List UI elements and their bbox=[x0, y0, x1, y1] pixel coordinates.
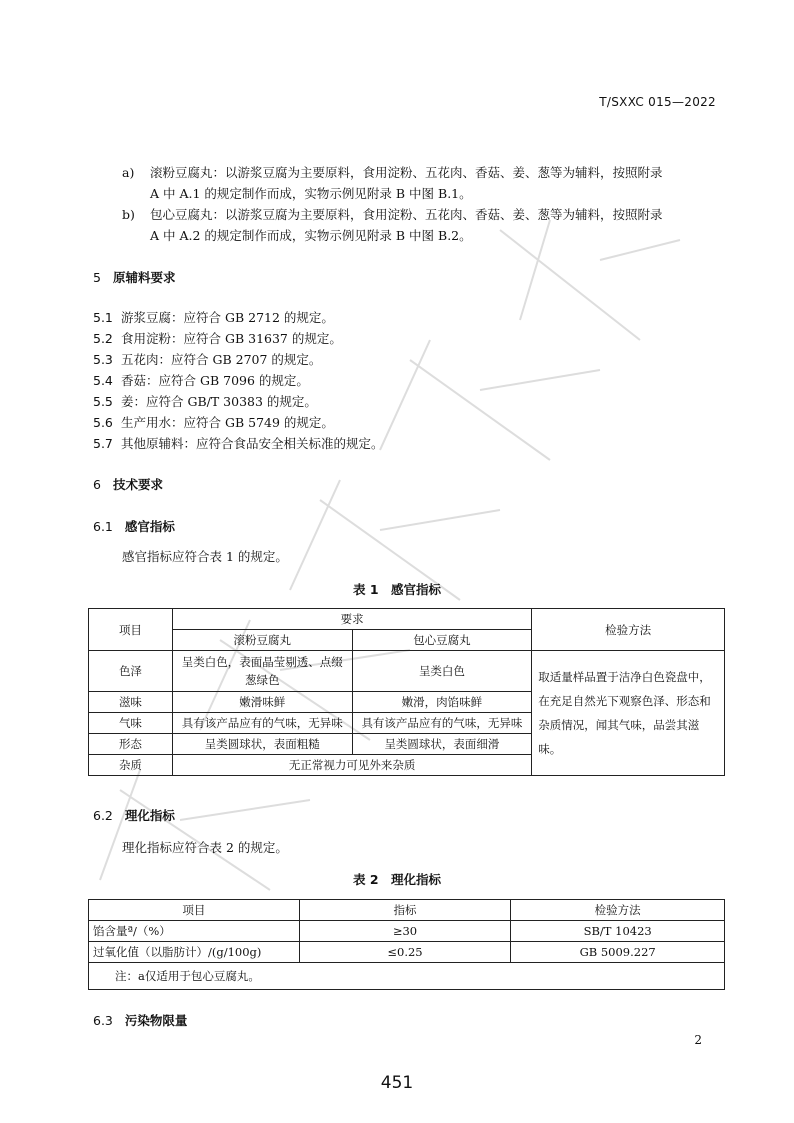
list-marker: a) bbox=[122, 165, 135, 180]
section-heading bbox=[93, 268, 175, 286]
section-title: 污染物限量 bbox=[124, 1013, 188, 1028]
requirement-text: 生产用水：应符合 GB 5749 的规定。 bbox=[121, 415, 334, 430]
requirement-number: 5.6 bbox=[93, 415, 113, 430]
table-cell: 具有该产品应有的气味，无异味 bbox=[352, 713, 532, 734]
page-number: 2 bbox=[694, 1033, 702, 1047]
table-cell: 无正常视力可见外来杂质 bbox=[172, 755, 531, 776]
table-caption: 表 2 理化指标 bbox=[352, 872, 442, 887]
table-header: 包心豆腐丸 bbox=[352, 630, 532, 651]
requirement-item bbox=[93, 412, 334, 433]
physicochemical-table bbox=[88, 899, 725, 990]
requirement-text: 食用淀粉：应符合 GB 31637 的规定。 bbox=[121, 331, 342, 346]
table-cell: ≥30 bbox=[299, 921, 511, 942]
standard-number: T/SXXC 015—2022 bbox=[599, 95, 716, 109]
table-cell: GB 5009.227 bbox=[511, 942, 725, 963]
requirement-number: 5.2 bbox=[93, 331, 113, 346]
requirement-text: 姜：应符合 GB/T 30383 的规定。 bbox=[121, 394, 317, 409]
table-cell: 馅含量ª/（%） bbox=[89, 921, 300, 942]
requirement-number: 5.7 bbox=[93, 436, 113, 451]
requirement-number: 5.1 bbox=[93, 310, 113, 325]
list-text-line: A 中 A.2 的规定制作而成，实物示例见附录 B 中图 B.2。 bbox=[150, 228, 472, 243]
table-caption: 表 1 感官指标 bbox=[352, 582, 442, 597]
requirement-item bbox=[93, 349, 321, 370]
requirement-text: 香菇：应符合 GB 7096 的规定。 bbox=[121, 373, 309, 388]
list-text-line: 包心豆腐丸：以游浆豆腐为主要原料，食用淀粉、五花肉、香菇、姜、葱等为辅料，按照附录 bbox=[150, 207, 663, 222]
list-text-line: A 中 A.1 的规定制作而成，实物示例见附录 B 中图 B.1。 bbox=[150, 186, 472, 201]
table-header: 项目 bbox=[89, 900, 300, 921]
table-cell: 呈类圆球状，表面细滑 bbox=[352, 734, 532, 755]
table-row bbox=[89, 921, 725, 942]
table-header: 滚粉豆腐丸 bbox=[172, 630, 352, 651]
section-title: 理化指标 bbox=[124, 808, 175, 823]
paragraph: 感官指标应符合表 1 的规定。 bbox=[122, 549, 288, 564]
list-marker: b) bbox=[122, 207, 135, 222]
section-number: 5 bbox=[93, 270, 101, 285]
requirement-item bbox=[93, 370, 309, 391]
table-row bbox=[89, 651, 725, 692]
table-cell: 具有该产品应有的气味，无异味 bbox=[172, 713, 352, 734]
table-cell: 呈类白色，表面晶莹剔透、点缀葱绿色 bbox=[172, 651, 352, 692]
requirement-text: 五花肉：应符合 GB 2707 的规定。 bbox=[121, 352, 322, 367]
section-title: 技术要求 bbox=[112, 477, 163, 492]
requirement-number: 5.3 bbox=[93, 352, 113, 367]
table-row bbox=[89, 963, 725, 990]
table-header: 检验方法 bbox=[532, 609, 725, 651]
table-row bbox=[89, 942, 725, 963]
table-cell: 呈类圆球状，表面粗糙 bbox=[172, 734, 352, 755]
table-header: 指标 bbox=[299, 900, 511, 921]
requirement-item bbox=[93, 328, 342, 349]
section-number: 6.1 bbox=[93, 519, 113, 534]
subsection-heading bbox=[93, 1011, 187, 1029]
section-heading bbox=[93, 475, 163, 493]
table-cell: 过氧化值（以脂肪计）/(g/100g) bbox=[89, 942, 300, 963]
section-title: 感官指标 bbox=[124, 519, 175, 534]
method-cell: 取适量样品置于洁净白色瓷盘中，在充足自然光下观察色泽、形态和杂质情况，闻其气味，品尝其滋味。 bbox=[532, 651, 725, 776]
requirement-item bbox=[93, 391, 317, 412]
section-number: 6.2 bbox=[93, 808, 113, 823]
table-cell: ≤0.25 bbox=[299, 942, 511, 963]
table-header: 检验方法 bbox=[511, 900, 725, 921]
section-title: 原辅料要求 bbox=[112, 270, 176, 285]
table-cell: SB/T 10423 bbox=[511, 921, 725, 942]
table-cell: 呈类白色 bbox=[352, 651, 532, 692]
table-cell: 嫩滑味鲜 bbox=[172, 692, 352, 713]
subsection-heading bbox=[93, 806, 175, 824]
subsection-heading bbox=[93, 517, 175, 535]
list-item bbox=[122, 162, 722, 204]
sheet-number: 451 bbox=[380, 1073, 414, 1093]
paragraph: 理化指标应符合表 2 的规定。 bbox=[122, 840, 288, 855]
requirement-number: 5.5 bbox=[93, 394, 113, 409]
table-cell: 杂质 bbox=[89, 755, 173, 776]
table-cell: 色泽 bbox=[89, 651, 173, 692]
sensory-table bbox=[88, 608, 725, 776]
table-cell: 滋味 bbox=[89, 692, 173, 713]
table-header: 项目 bbox=[89, 609, 173, 651]
table-cell: 气味 bbox=[89, 713, 173, 734]
table-cell: 形态 bbox=[89, 734, 173, 755]
list-item bbox=[122, 204, 722, 246]
table-note: 注：a仅适用于包心豆腐丸。 bbox=[89, 963, 725, 990]
section-number: 6.3 bbox=[93, 1013, 113, 1028]
requirement-item bbox=[93, 433, 384, 454]
list-text-line: 滚粉豆腐丸：以游浆豆腐为主要原料，食用淀粉、五花肉、香菇、姜、葱等为辅料，按照附录 bbox=[150, 165, 663, 180]
requirement-text: 游浆豆腐：应符合 GB 2712 的规定。 bbox=[121, 310, 334, 325]
requirement-number: 5.4 bbox=[93, 373, 113, 388]
table-cell: 嫩滑，肉馅味鲜 bbox=[352, 692, 532, 713]
requirement-text: 其他原辅料：应符合食品安全相关标准的规定。 bbox=[121, 436, 384, 451]
requirement-item bbox=[93, 307, 334, 328]
table-header: 要求 bbox=[172, 609, 531, 630]
section-number: 6 bbox=[93, 477, 101, 492]
